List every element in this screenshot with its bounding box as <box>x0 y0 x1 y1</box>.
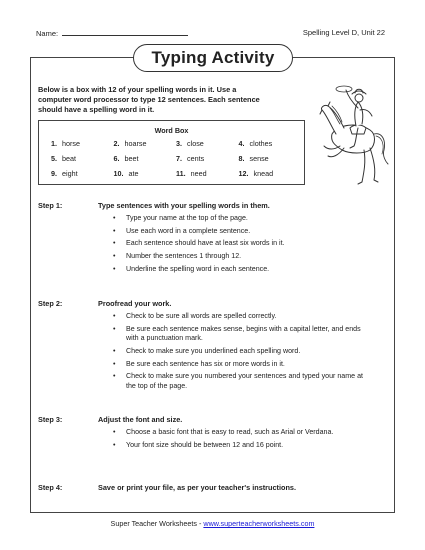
word-box-item <box>51 154 114 163</box>
word-box-item <box>239 169 302 178</box>
bullet-item: • Choose a basic font that is easy to read, such as Arial or Verdana. <box>113 428 363 438</box>
word-text: knead <box>253 169 274 178</box>
word-text: beet <box>124 154 139 163</box>
word-number: 5. <box>51 154 57 163</box>
name-line <box>62 28 188 36</box>
word-box-item <box>239 154 302 163</box>
word-number: 12. <box>238 169 249 178</box>
word-text: hoarse <box>124 139 147 148</box>
word-box-item <box>114 139 177 148</box>
word-text: eight <box>62 169 78 178</box>
bullet-item: • Underline the spelling word in each sentence. <box>113 265 363 275</box>
bullet-item: • Be sure each sentence has six or more words in it. <box>113 360 363 370</box>
bullet-item: • Check to make sure you numbered your sentences and typed your name at the top of the page. <box>113 372 363 391</box>
step-label: Step 4: <box>38 483 63 492</box>
word-text: ate <box>128 169 139 178</box>
step-title: Save or print your file, as per your teacher's instructions. <box>98 483 296 492</box>
bullet-item: • Number the sentences 1 through 12. <box>113 252 363 262</box>
footer <box>0 519 425 528</box>
bullet-item: • Each sentence should have at least six words in it. <box>113 239 363 249</box>
name-field <box>36 28 188 38</box>
intro-text: Below is a box with 12 of your spelling words in it. Use a computer word processor to type 12 sentences. Each sentence should have a spelling word in it. <box>38 85 260 114</box>
word-number: 4. <box>238 139 245 148</box>
page-title: Typing Activity <box>151 48 275 67</box>
word-number: 9. <box>51 169 57 178</box>
word-grid <box>51 139 301 178</box>
word-text: close <box>187 139 204 148</box>
bullet-item: • Check to make sure you underlined each spelling word. <box>113 347 363 357</box>
bullet-item: • Use each word in a complete sentence. <box>113 227 363 237</box>
word-number: 2. <box>113 139 120 148</box>
step-label: Step 3: <box>38 415 63 424</box>
level-label: Spelling Level D, Unit 22 <box>302 28 385 37</box>
step-label: Step 1: <box>38 201 63 210</box>
word-box-title: Word Box <box>154 126 189 135</box>
word-box-item <box>51 139 114 148</box>
word-number: 7. <box>176 154 182 163</box>
word-box-item <box>239 139 302 148</box>
step-label: Step 2: <box>38 299 63 308</box>
word-text: need <box>190 169 207 178</box>
word-number: 8. <box>238 154 245 163</box>
bullet-item: • Your font size should be between 12 and 16 point. <box>113 441 363 451</box>
word-text: clothes <box>249 139 273 148</box>
word-box-item <box>51 169 114 178</box>
step-bullets <box>113 312 363 394</box>
word-box-item <box>114 169 177 178</box>
step-bullets <box>113 428 363 453</box>
word-text: beat <box>62 154 76 163</box>
bullet-item: • Check to be sure all words are spelled correctly. <box>113 312 363 322</box>
bullet-item: • Be sure each sentence makes sense, begins with a capital letter, and ends with a punctuation mark. <box>113 325 363 344</box>
word-box-item <box>114 154 177 163</box>
word-box <box>38 120 305 185</box>
word-text: horse <box>62 139 80 148</box>
step-bullets <box>113 214 363 277</box>
word-number: 3. <box>176 139 182 148</box>
word-number: 11. <box>176 169 186 178</box>
name-label: Name: <box>36 29 59 38</box>
step-title: Type sentences with your spelling words in them. <box>98 201 270 210</box>
word-box-item <box>176 169 239 178</box>
title-banner <box>133 44 293 72</box>
cowboy-horse-illustration <box>318 84 390 189</box>
footer-text: Super Teacher Worksheets - <box>110 519 204 528</box>
word-number: 1. <box>51 139 57 148</box>
word-number: 6. <box>113 154 120 163</box>
step-title: Adjust the font and size. <box>98 415 183 424</box>
bullet-item: • Type your name at the top of the page. <box>113 214 363 224</box>
word-text: cents <box>187 154 205 163</box>
word-text: sense <box>249 154 269 163</box>
word-box-item <box>176 154 239 163</box>
word-box-item <box>176 139 239 148</box>
step-title: Proofread your work. <box>98 299 172 308</box>
word-number: 10. <box>113 169 124 178</box>
footer-link[interactable]: www.superteacherworksheets.com <box>203 519 315 528</box>
